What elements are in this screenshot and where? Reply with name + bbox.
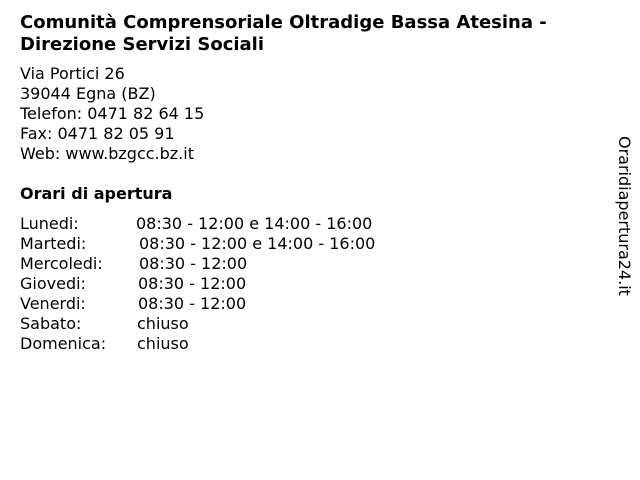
page-title: Comunità Comprensoriale Oltradige Bassa Atesina - Direzione Servizi Sociali <box>20 12 547 55</box>
hours-day: Domenica: <box>20 334 107 353</box>
hours-time: 08:30 - 12:00 <box>138 274 247 293</box>
hours-day: Mercoledi: <box>20 254 103 273</box>
address-web: Web: www.bzgcc.bz.it <box>20 144 194 163</box>
hours-time: 08:30 - 12:00 <box>138 294 247 313</box>
address-fax: Fax: 0471 82 05 91 <box>20 124 175 143</box>
hours-day: Martedi: <box>20 234 87 253</box>
address-city: 39044 Egna (BZ) <box>20 84 156 103</box>
hours-day: Lunedi: <box>20 214 79 233</box>
hours-time: 08:30 - 12:00 e 14:00 - 16:00 <box>139 234 376 253</box>
address-block <box>20 64 204 164</box>
hours-time: 08:30 - 12:00 e 14:00 - 16:00 <box>136 214 373 233</box>
address-phone: Telefon: 0471 82 64 15 <box>20 104 205 123</box>
hours-time: chiuso <box>137 334 189 353</box>
hours-day: Giovedi: <box>20 274 86 293</box>
hours-time: 08:30 - 12:00 <box>139 254 248 273</box>
hours-time: chiuso <box>137 314 189 333</box>
address-street: Via Portici 26 <box>20 64 125 83</box>
site-watermark: Oraridiapertura24.it <box>615 136 634 296</box>
opening-hours-heading: Orari di apertura <box>20 184 173 203</box>
hours-day: Venerdi: <box>20 294 86 313</box>
hours-day: Sabato: <box>20 314 82 333</box>
